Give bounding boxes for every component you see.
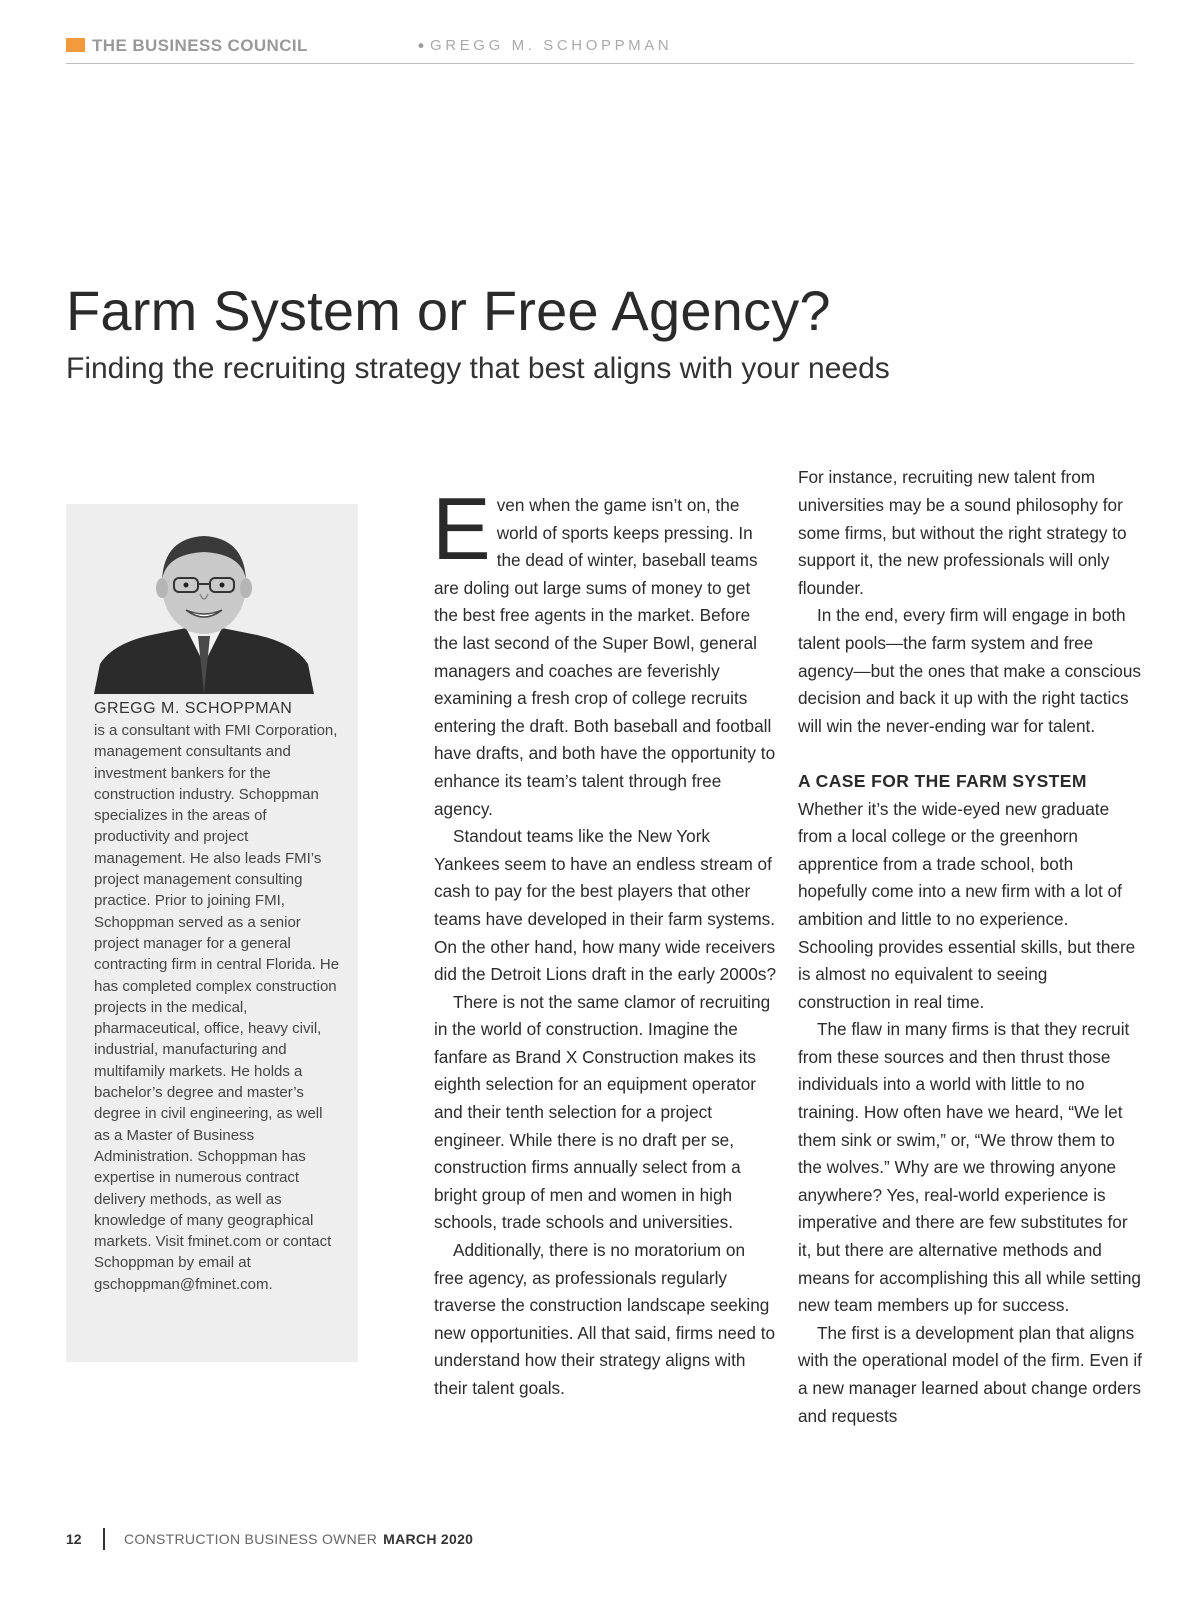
body-column-2 (798, 467, 1142, 1430)
paragraph-8: The flaw in many firms is that they recruit from these sources and then thrust those individuals into a world with little to no training. How often have we heard, “We let them sink or swim,” or, “We throw them to the wolves.” Why are we throwing anyone anywhere? Yes, real-world experience is imperative and there are few substitutes for it, but there are alternative methods and means for accomplishing this all while setting new team members up for success. (798, 1019, 1141, 1316)
footer-divider (103, 1528, 105, 1550)
paragraph-1-text: ven when the game isn’t on, the world of sports keeps pressing. In the dead of winter, baseball teams are doling out large sums of money to get the best free agents in the market. Before the last second of the Super Bowl, general managers and coaches are feverishly examining a fresh crop of college recruits entering the draft. Both baseball and football have drafts, and both have the opportunity to enhance its team’s talent through free agency. (434, 495, 776, 819)
article-subtitle: Finding the recruiting strategy that best aligns with your needs (66, 352, 890, 385)
section-marker-square (66, 38, 85, 52)
paragraph-4: Additionally, there is no moratorium on free agency, as professionals regularly traverse the construction landscape seeking new opportunities. All that said, firms need to understand how their strategy aligns with their talent goals. (434, 1240, 776, 1398)
issue-date: MARCH 2020 (383, 1531, 474, 1547)
header-separator: • (418, 36, 424, 55)
paragraph-3: There is not the same clamor of recruiting in the world of construction. Imagine the fanfare as Brand X Construction makes its eighth selection for an equipment operator and their tenth selection for a project engineer. While there is no draft per se, construction firms annually select from a bright group of men and women in high schools, trade schools and universities. (434, 991, 771, 1233)
running-header (66, 36, 1134, 64)
section-name: THE BUSINESS COUNCIL (92, 36, 308, 55)
paragraph-5: For instance, recruiting new talent from universities may be a sound philosophy for some firms, but without the right strategy to support it, the new professionals will only flounder. (798, 467, 1127, 598)
publication-line (124, 1531, 473, 1547)
bio-name: GREGG M. SCHOPPMAN (94, 700, 293, 717)
paragraph-7: Whether it’s the wide-eyed new graduate from a local college or the greenhorn apprentice from a trade school, both hopefully come into a new firm with a lot of ambition and little to no experience. Schooling provides essential skills, but there is almost no equivalent to seeing construction in real time. (798, 798, 1136, 1012)
bio-text: is a consultant with FMI Corporation, management consultants and investment bankers for the construction industry. Schoppman specializes in the areas of productivity and project management. He also leads FMI’s project management consulting practice. Prior to joining FMI, Schoppman served as a senior project manager for a general contracting firm in central Florida. He has completed complex construction projects in the medical, pharmaceutical, office, heavy civil, industrial, manufacturing and multifamily markets. He holds a bachelor’s degree and master’s degree in civil engineering, as well as a Master of Business Administration. Schoppman has expertise in numerous contract delivery methods, as well as knowledge of many geographical markets. Visit fminet.com or contact Schoppman by email at gschoppman@fminet.com. (94, 722, 340, 1293)
body-column-1 (432, 479, 778, 1403)
publication-name: CONSTRUCTION BUSINESS OWNER (124, 1531, 378, 1547)
page-footer (66, 1528, 766, 1552)
paragraph-6: In the end, every firm will engage in both talent pools—the farm system and free agency—but the ones that make a conscious decision and back it up with the right tactics will win the never-ending war for talent. (798, 605, 1142, 736)
paragraph-2: Standout teams like the New York Yankees seem to have an endless stream of cash to pay for the best players that other teams have developed in their farm systems. On the other hand, how many wide receivers did the Detroit Lions draft in the early 2000s? (434, 826, 777, 985)
author-bio-box (66, 504, 358, 1362)
paragraph-9: The first is a development plan that aligns with the operational model of the firm. Even if a new manager learned about change orders and requests (798, 1322, 1142, 1426)
paragraph-1 (432, 479, 778, 823)
header-author: GREGG M. SCHOPPMAN (430, 37, 673, 54)
page-number: 12 (66, 1531, 82, 1547)
article-title: Farm System or Free Agency? (66, 279, 831, 342)
author-portrait (94, 524, 314, 694)
section-heading: A CASE FOR THE FARM SYSTEM (798, 770, 1087, 791)
drop-cap: E (432, 479, 491, 578)
